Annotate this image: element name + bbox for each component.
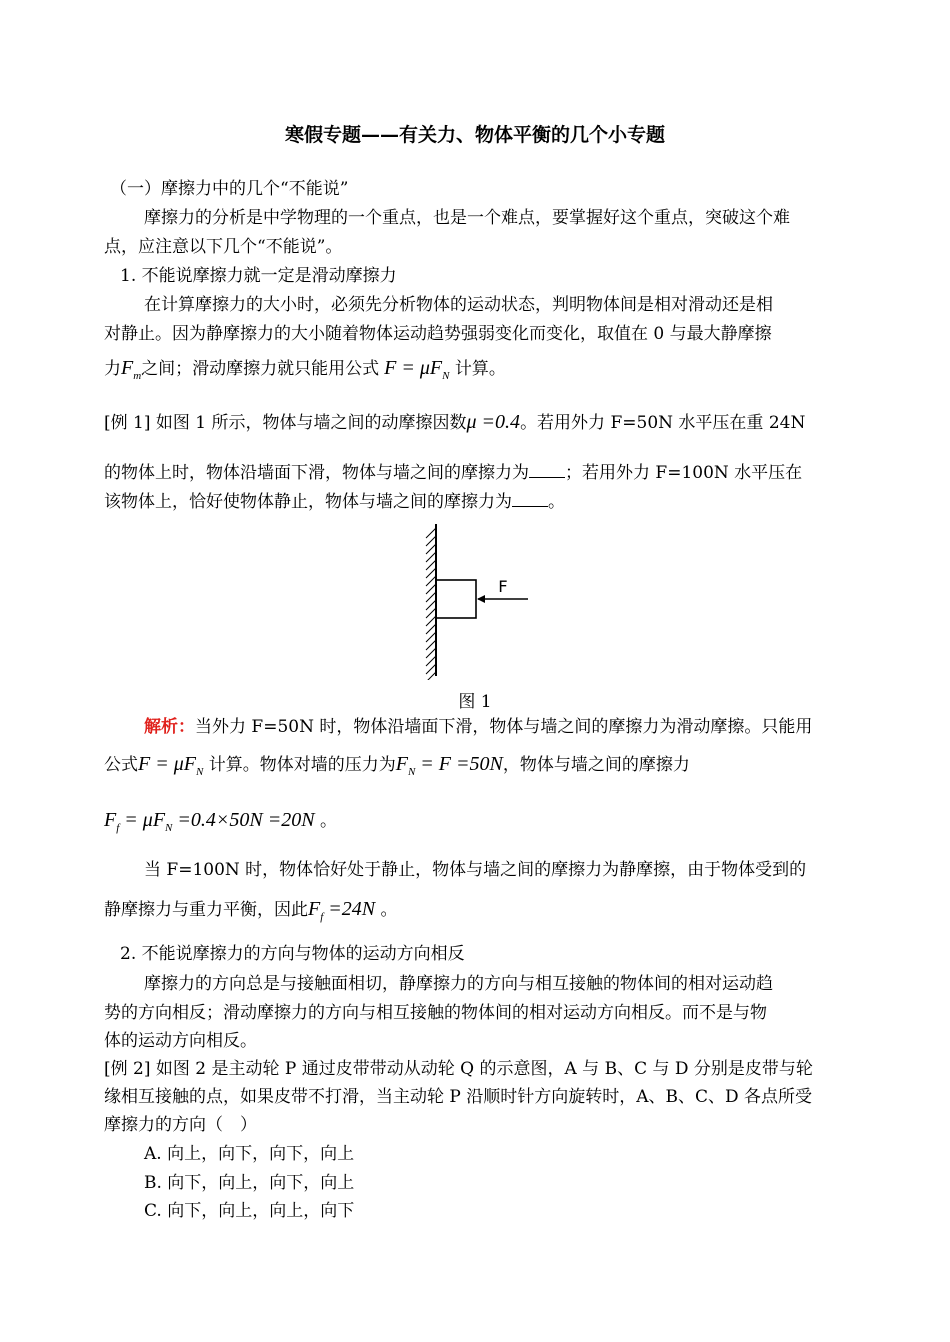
subscript: N bbox=[407, 766, 416, 778]
hatch-line bbox=[426, 616, 436, 626]
text: 。 bbox=[319, 811, 337, 831]
symbol: = F =50N bbox=[420, 753, 503, 775]
formula-ff-static bbox=[308, 898, 376, 923]
solution-label: 解析： bbox=[144, 717, 195, 737]
hatch-line bbox=[426, 600, 436, 610]
symbol: F bbox=[138, 753, 151, 775]
symbol: F bbox=[384, 357, 397, 379]
hatch-line bbox=[426, 592, 436, 602]
text: 。 bbox=[548, 492, 565, 512]
hatch-line bbox=[426, 552, 436, 562]
text: 公式 bbox=[104, 755, 138, 775]
text: 静摩擦力与重力平衡，因此 bbox=[104, 900, 308, 920]
symbol: F bbox=[308, 898, 321, 920]
solution-equation bbox=[104, 808, 337, 840]
text: [例 1] 如图 1 所示，物体与墙之间的动摩擦因数 bbox=[104, 413, 467, 433]
solution-line bbox=[104, 752, 690, 784]
option-a: A. 向上，向下，向下，向上 bbox=[144, 1144, 355, 1164]
subscript: f bbox=[116, 822, 120, 834]
text: 计算。物体对墙的压力为 bbox=[208, 755, 396, 775]
paragraph: 当 F=100N 时，物体恰好处于静止，物体与墙之间的摩擦力为静摩擦，由于物体受到的 bbox=[144, 860, 807, 880]
point-title: 2. 不能说摩擦力的方向与物体的运动方向相反 bbox=[120, 944, 465, 964]
solution-line bbox=[144, 715, 812, 739]
text: ；若用外力 F=100N 水平压在 bbox=[565, 463, 803, 483]
text: ，物体与墙之间的摩擦力 bbox=[502, 755, 690, 775]
subscript: f bbox=[320, 911, 324, 923]
option-b: B. 向下，向上，向下，向上 bbox=[144, 1173, 355, 1193]
section-heading: （一）摩擦力中的几个“不能说” bbox=[110, 179, 349, 199]
hatch-line bbox=[426, 584, 436, 594]
text: 力 bbox=[104, 359, 121, 379]
solution-line bbox=[104, 897, 398, 929]
paragraph: 摩擦力的方向总是与接触面相切，静摩擦力的方向与相互接触的物体间的相对运动趋 bbox=[144, 974, 773, 994]
paragraph-with-formula bbox=[104, 356, 506, 388]
formula-fn bbox=[395, 753, 503, 778]
paragraph: 摩擦力的分析是中学物理的一个重点，也是一个难点，要掌握好这个重点，突破这个难 bbox=[144, 208, 790, 228]
symbol: = μF bbox=[124, 809, 166, 831]
figure-caption: 图 1 bbox=[458, 692, 492, 712]
wall-block-diagram bbox=[418, 520, 548, 680]
formula-fm bbox=[121, 357, 142, 382]
formula-sliding bbox=[379, 357, 450, 382]
example-line: [例 2] 如图 2 是主动轮 P 通过皮带带动从动轮 Q 的示意图，A 与 B、C 与 D 分别是皮带与轮 bbox=[104, 1059, 813, 1079]
example-line: 摩擦力的方向（ ） bbox=[104, 1115, 257, 1135]
paragraph: 体的运动方向相反。 bbox=[104, 1031, 257, 1051]
symbol: F bbox=[104, 809, 117, 831]
text: 计算。 bbox=[454, 359, 506, 379]
subscript: N bbox=[165, 822, 173, 834]
hatch-line bbox=[426, 664, 436, 674]
hatch-line bbox=[426, 560, 436, 570]
text: 之间；滑动摩擦力就只能用公式 bbox=[141, 359, 380, 379]
hatch-line bbox=[426, 536, 436, 546]
text: 当外力 F=50N 时，物体沿墙面下滑，物体与墙之间的摩擦力为滑动摩擦。只能用 bbox=[195, 717, 813, 737]
point-title: 1. 不能说摩擦力就一定是滑动摩擦力 bbox=[120, 266, 397, 286]
example-line bbox=[104, 490, 565, 514]
paragraph: 点，应注意以下几个“不能说”。 bbox=[104, 237, 343, 257]
hatch-line bbox=[426, 632, 436, 642]
force-label: F bbox=[498, 577, 508, 596]
paragraph: 对静止。因为静摩擦力的大小随着物体运动趋势强弱变化而变化，取值在 0 与最大静摩擦 bbox=[104, 324, 772, 344]
force-arrowhead bbox=[477, 595, 485, 603]
symbol: F bbox=[395, 753, 408, 775]
symbol: =0.4×50N =20N bbox=[177, 809, 315, 831]
block bbox=[436, 580, 476, 618]
answer-blank bbox=[512, 492, 548, 507]
symbol: = μF bbox=[401, 357, 443, 379]
hatch-line bbox=[426, 576, 436, 586]
symbol: F bbox=[121, 357, 134, 379]
text: 该物体上，恰好使物体静止，物体与墙之间的摩擦力为 bbox=[104, 492, 512, 512]
document-title: 寒假专题——有关力、物体平衡的几个小专题 bbox=[284, 124, 665, 146]
text: 。若用外力 F=50N 水平压在重 24N bbox=[520, 413, 806, 433]
hatch-line bbox=[426, 648, 436, 658]
formula-mu: μ =0.4 bbox=[466, 411, 521, 433]
subscript: N bbox=[442, 370, 450, 382]
example-line bbox=[104, 410, 805, 435]
hatch-line bbox=[426, 640, 436, 650]
wall-hatching bbox=[426, 528, 436, 680]
symbol: =24N bbox=[328, 898, 376, 920]
text: 。 bbox=[380, 900, 398, 920]
text: 的物体上时，物体沿墙面下滑，物体与墙之间的摩擦力为 bbox=[104, 463, 529, 483]
formula-sliding bbox=[138, 753, 204, 778]
hatch-line bbox=[426, 544, 436, 554]
hatch-line bbox=[426, 528, 436, 538]
subscript: N bbox=[195, 766, 204, 778]
example-line bbox=[104, 461, 802, 485]
formula-ff bbox=[104, 809, 315, 834]
example-line: 缘相互接触的点，如果皮带不打滑，当主动轮 P 沿顺时针方向旋转时，A、B、C、D 各点所受 bbox=[104, 1087, 813, 1107]
hatch-line bbox=[426, 608, 436, 618]
paragraph: 在计算摩擦力的大小时，必须先分析物体的运动状态，判明物体间是相对滑动还是相 bbox=[144, 295, 773, 315]
symbol: = μF bbox=[155, 753, 196, 775]
option-c: C. 向下，向上，向上，向下 bbox=[144, 1201, 355, 1221]
subscript: m bbox=[133, 370, 142, 382]
paragraph: 势的方向相反；滑动摩擦力的方向与相互接触的物体间的相对运动方向相反。而不是与物 bbox=[104, 1003, 767, 1023]
hatch-line bbox=[426, 656, 436, 666]
hatch-line bbox=[426, 568, 436, 578]
answer-blank bbox=[529, 463, 565, 478]
hatch-line bbox=[426, 624, 436, 634]
